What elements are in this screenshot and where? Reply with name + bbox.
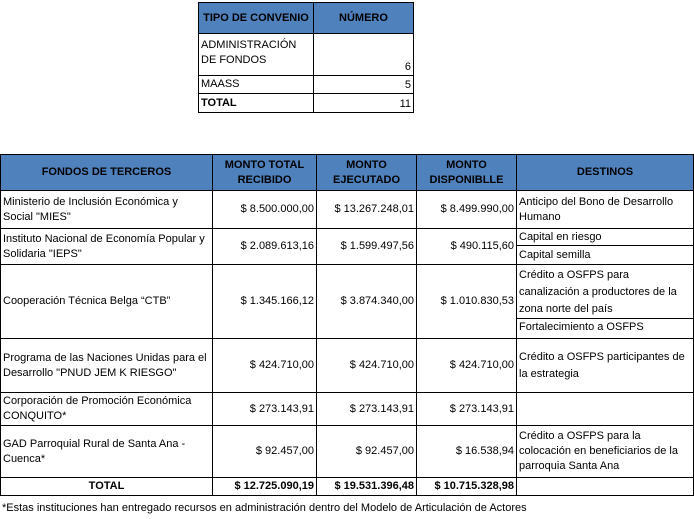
monto-ejecutado: $ 3.874.340,00 [317,265,417,339]
destino-text: Fortalecimiento a OSFPS [519,321,644,333]
total-recibido: $ 12.725.090,19 [213,478,317,496]
funds-header-fondo: FONDOS DE TERCEROS [1,155,213,191]
fondo-name: Ministerio de Inclusión Económica y Social "MIES" [1,191,213,229]
destino-text: Anticipo del Bono de Desarrollo Humano [517,191,694,229]
monto-recibido: $ 273.143,91 [213,393,317,426]
footnote: *Estas instituciones han entregado recursos en administración dentro del Modelo de Articulación de Actores [2,502,527,514]
monto-disponible: $ 273.143,91 [417,393,517,426]
destino-cell [517,229,694,265]
summary-header-tipo: TIPO DE CONVENIO [199,3,314,34]
monto-disponible: $ 490.115,60 [417,229,517,265]
table-row [1,393,694,426]
destino-text: Capital semilla [519,249,591,261]
destino-text [517,393,694,426]
monto-disponible: $ 16.538,94 [417,426,517,478]
monto-ejecutado: $ 273.143,91 [317,393,417,426]
monto-ejecutado: $ 424.710,00 [317,339,417,393]
monto-ejecutado: $ 1.599.497,56 [317,229,417,265]
monto-ejecutado: $ 92.457,00 [317,426,417,478]
summary-total-value: 11 [314,94,414,113]
summary-total-label: TOTAL [199,94,314,113]
fondo-name: Corporación de Promoción Económica CONQUITO* [1,393,213,426]
monto-recibido: $ 8.500.000,00 [213,191,317,229]
destino-text: Crédito a OSFPS para canalización a productores de la zona norte del país [517,267,693,319]
summary-tipo: ADMINISTRACIÓN DE FONDOS [199,34,314,76]
summary-numero: 5 [314,76,414,94]
total-ejecutado: $ 19.531.396,48 [317,478,417,496]
summary-table [198,2,414,113]
destino-cell [517,265,694,339]
table-row [1,191,694,229]
total-disponible: $ 10.715.328,98 [417,478,517,496]
monto-disponible: $ 8.499.990,00 [417,191,517,229]
destino-text: Capital en riesgo [517,230,693,246]
total-destinos [517,478,694,496]
summary-tipo: MAASS [199,76,314,94]
fondo-name: GAD Parroquial Rural de Santa Ana - Cuenca* [1,426,213,478]
funds-table [0,154,694,496]
monto-recibido: $ 2.089.613,16 [213,229,317,265]
table-row [1,426,694,478]
fondo-name: Instituto Nacional de Economía Popular y Solidaria "IEPS" [1,229,213,265]
funds-header-destinos: DESTINOS [517,155,694,191]
total-label: TOTAL [1,478,213,496]
table-row [1,265,694,339]
monto-disponible: $ 1.010.830,53 [417,265,517,339]
monto-ejecutado: $ 13.267.248,01 [317,191,417,229]
destino-text: Crédito a OSFPS para la colocación en beneficiarios de la parroquia Santa Ana [517,426,694,478]
destino-text: Crédito a OSFPS participantes de la estrategia [517,339,694,393]
monto-recibido: $ 1.345.166,12 [213,265,317,339]
monto-recibido: $ 424.710,00 [213,339,317,393]
summary-numero: 6 [314,34,414,76]
funds-header-recibido: MONTO TOTAL RECIBIDO [213,155,317,191]
summary-header-numero: NÚMERO [314,3,414,34]
monto-recibido: $ 92.457,00 [213,426,317,478]
funds-header-ejecutado: MONTO EJECUTADO [317,155,417,191]
table-row [1,339,694,393]
funds-header-disponible: MONTO DISPONIBLLE [417,155,517,191]
table-row [1,229,694,265]
table-total-row [1,478,694,496]
fondo-name: Cooperación Técnica Belga “CTB” [1,265,213,339]
monto-disponible: $ 424.710,00 [417,339,517,393]
fondo-name: Programa de las Naciones Unidas para el Desarrollo "PNUD JEM K RIESGO" [1,339,213,393]
